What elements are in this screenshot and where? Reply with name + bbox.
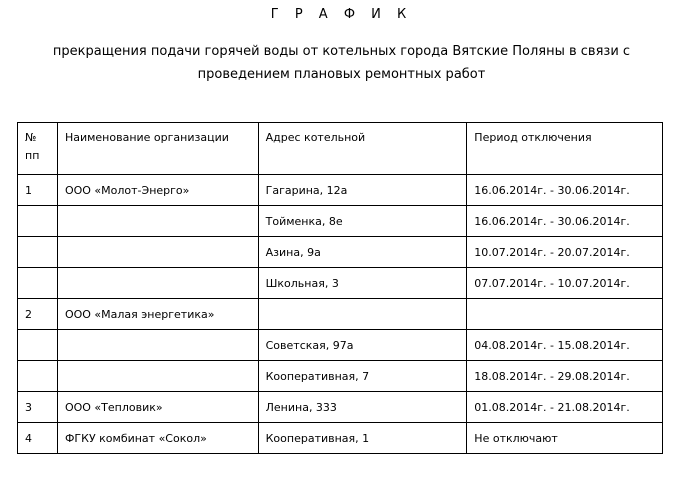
header-period: Период отключения (467, 123, 663, 175)
cell-organization (57, 206, 258, 237)
cell-address: Тойменка, 8е (258, 206, 467, 237)
subtitle-line-1: прекращения подачи горячей воды от котельных города Вятские Поляны в связи с (52, 44, 631, 59)
cell-address (258, 299, 467, 330)
table-row (18, 299, 663, 330)
cell-organization: ООО «Молот-Энерго» (57, 175, 258, 206)
cell-period: 04.08.2014г. - 15.08.2014г. (467, 330, 663, 361)
cell-address: Кооперативная, 1 (258, 423, 467, 454)
cell-number (18, 206, 58, 237)
table-row (18, 206, 663, 237)
cell-period: Не отключают (467, 423, 663, 454)
cell-period: 10.07.2014г. - 20.07.2014г. (467, 237, 663, 268)
cell-period: 18.08.2014г. - 29.08.2014г. (467, 361, 663, 392)
cell-period: 01.08.2014г. - 21.08.2014г. (467, 392, 663, 423)
table-row (18, 330, 663, 361)
cell-address: Гагарина, 12а (258, 175, 467, 206)
cell-organization: ФГКУ комбинат «Сокол» (57, 423, 258, 454)
table-row (18, 392, 663, 423)
cell-address: Кооперативная, 7 (258, 361, 467, 392)
document-title: Г Р А Ф И К (270, 7, 413, 22)
cell-organization (57, 268, 258, 299)
cell-organization (57, 330, 258, 361)
cell-period: 07.07.2014г. - 10.07.2014г. (467, 268, 663, 299)
table-row (18, 175, 663, 206)
header-organization: Наименование организации (57, 123, 258, 175)
cell-number (18, 330, 58, 361)
cell-organization: ООО «Тепловик» (57, 392, 258, 423)
cell-number: 3 (18, 392, 58, 423)
cell-address: Ленина, 333 (258, 392, 467, 423)
cell-number (18, 268, 58, 299)
table-row (18, 361, 663, 392)
document-subtitle (0, 40, 683, 86)
cell-number: 1 (18, 175, 58, 206)
table-header-row (18, 123, 663, 175)
cell-period: 16.06.2014г. - 30.06.2014г. (467, 206, 663, 237)
cell-organization: ООО «Малая энергетика» (57, 299, 258, 330)
cell-address: Азина, 9а (258, 237, 467, 268)
cell-number (18, 361, 58, 392)
table-row (18, 237, 663, 268)
cell-organization (57, 237, 258, 268)
cell-number: 4 (18, 423, 58, 454)
table-row (18, 423, 663, 454)
header-address: Адрес котельной (258, 123, 467, 175)
cell-organization (57, 361, 258, 392)
cell-address: Советская, 97а (258, 330, 467, 361)
subtitle-line-2: проведением плановых ремонтных работ (197, 67, 486, 82)
cell-period (467, 299, 663, 330)
cell-address: Школьная, 3 (258, 268, 467, 299)
header-number: № пп (18, 123, 58, 175)
table-row (18, 268, 663, 299)
cell-period: 16.06.2014г. - 30.06.2014г. (467, 175, 663, 206)
cell-number: 2 (18, 299, 58, 330)
cell-number (18, 237, 58, 268)
outage-schedule-table (17, 122, 663, 454)
